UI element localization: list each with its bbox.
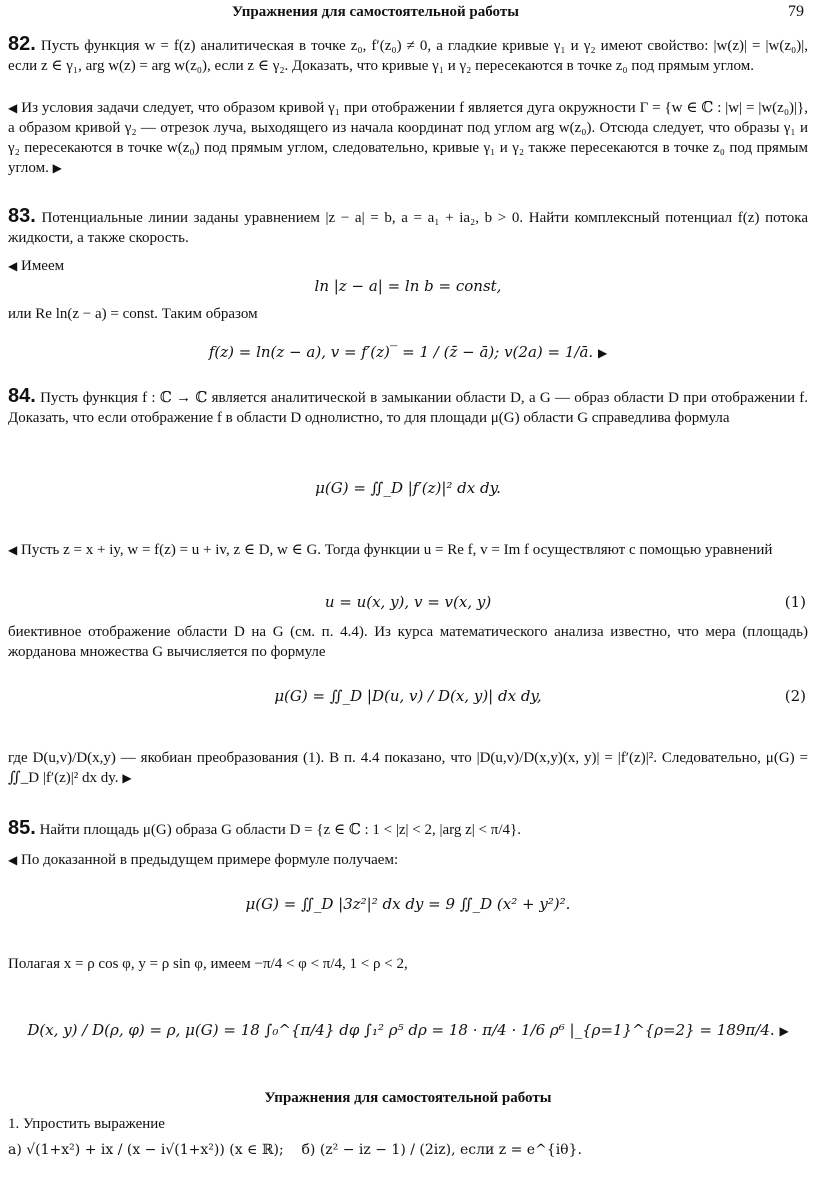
running-header-title: Упражнения для самостоятельной работы: [232, 4, 519, 20]
equation-number-1: (1): [784, 593, 806, 611]
problem-85-solution-1-text: По доказанной в предыдущем примере формуле получаем:: [20, 852, 399, 868]
solution-end-marker: ▶: [779, 1024, 789, 1038]
solution-start-marker: ◀: [8, 853, 18, 867]
problem-84-solution-2: биективное отображение области D на G (см. п. 4.4). Из курса математического анализа известно, что мера (площадь) жорданова множества G вычисляется по формуле: [8, 624, 808, 660]
problem-82-solution: [8, 98, 808, 178]
problem-84-solution-1: [8, 540, 808, 560]
problem-82-statement: [8, 34, 808, 76]
solution-start-marker: ◀: [8, 259, 18, 273]
solution-start-marker: ◀: [8, 101, 18, 115]
problem-82-number: 82.: [8, 33, 36, 55]
problem-84-solution-3: [8, 748, 808, 788]
problem-84-formula-2-text: u = u(x, y), v = v(x, y): [324, 593, 492, 611]
problem-85-formula-2: [0, 1020, 816, 1041]
problem-85-statement: [8, 818, 808, 840]
problem-84-solution-1-text: Пусть z = x + iy, w = f(z) = u + iv, z ∈ D, w ∈ G. Тогда функции u = Re f, v = Im f осуществляют с помощью уравнений: [20, 542, 773, 558]
problem-84-formula-1: μ(G) = ∬_D |f′(z)|² dx dy.: [315, 479, 501, 497]
problem-85-solution-1: [8, 850, 808, 870]
problem-83-intro-text: Имеем: [20, 258, 65, 274]
problem-84-formula-3: [0, 686, 816, 706]
exercise-1-part-b: б) (z² − iz − 1) / (2iz), если z = e^{iθ}.: [301, 1142, 582, 1158]
solution-start-marker: ◀: [8, 543, 18, 557]
problem-82-text: Пусть функция w = f(z) аналитическая в точке z₀, f′(z₀) ≠ 0, а гладкие кривые γ₁ и γ₂ имеют свойство: |w(z)| = |w(z₀)|, если z ∈ γ₁, arg w(z) = arg w(z₀), если z ∈ γ₂. Доказать, что кривые γ₁ и γ₂ пересекаются в точке z₀ под прямым углом.: [8, 38, 808, 74]
problem-83-number: 83.: [8, 205, 36, 227]
equation-number-2: (2): [784, 687, 806, 705]
problem-84-statement: [8, 386, 808, 428]
problem-82-solution-text: Из условия задачи следует, что образом кривой γ₁ при отображении f является дуга окружности Γ = {w ∈ ℂ : |w| = |w(z₀)|}, а образом кривой γ₂ — отрезок луча, выходящего из начала координат под углом arg w(z₀). Отсюда следует, что образы γ₁ и γ₂ пересекаются в точке w(z₀) под прямым углом, следовательно, кривые γ₁ и γ₂ также пересекаются в точке z₀ под прямым углом.: [8, 100, 809, 176]
problem-85-number: 85.: [8, 817, 36, 839]
solution-end-marker: ▶: [597, 346, 608, 360]
page-number: 79: [788, 3, 804, 20]
problem-83-solution-intro: [8, 256, 808, 276]
problem-85-text: Найти площадь μ(G) образа G области D = {z ∈ ℂ : 1 < |z| < 2, |arg z| < π/4}.: [39, 822, 521, 838]
problem-84-formula-3-text: μ(G) = ∬_D |D(u, v) / D(x, y)| dx dy,: [274, 687, 542, 705]
problem-85-formula-2-text: D(x, y) / D(ρ, φ) = ρ, μ(G) = 18 ∫₀^{π/4} dφ ∫₁² ρ⁵ dρ = 18 · π/4 · 1/6 ρ⁶ |_{ρ=1}^{ρ=2} = 189π/4.: [27, 1021, 775, 1039]
problem-83-text-1: или Re ln(z − a) = const. Таким образом: [8, 306, 258, 322]
problem-85-formula-1: μ(G) = ∬_D |3z²|² dx dy = 9 ∬_D (x² + y²)².: [245, 895, 571, 913]
problem-85-text-1: Полагая x = ρ cos φ, y = ρ sin φ, имеем −π/4 < φ < π/4, 1 < ρ < 2,: [8, 956, 408, 972]
solution-end-marker: ▶: [52, 161, 62, 175]
problem-84-number: 84.: [8, 385, 36, 407]
problem-84-formula-2: [0, 592, 816, 612]
problem-83-formula-1: ln |z − a| = ln b = const,: [314, 277, 502, 295]
problem-83-text: Потенциальные линии заданы уравнением |z − a| = b, a = a₁ + ia₂, b > 0. Найти комплексный потенциал f(z) потока жидкости, а также скорость.: [8, 210, 808, 246]
exercises-section-title: Упражнения для самостоятельной работы: [264, 1090, 552, 1106]
running-header: [0, 0, 816, 22]
exercise-1-part-a: а) √(1+x²) + ix / (x − i√(1+x²)) (x ∈ ℝ);: [8, 1142, 284, 1158]
solution-end-marker: ▶: [122, 771, 132, 785]
problem-84-solution-3-text: где D(u,v)/D(x,y) — якобиан преобразования (1). В п. 4.4 показано, что |D(u,v)/D(x,y)(x, y)| = |f′(z)|². Следовательно, μ(G) = ∬_D |f′(z)|² dx dy.: [8, 750, 808, 786]
exercise-1-label: 1. Упростить выражение: [8, 1116, 165, 1132]
problem-83-formula-2-text: f(z) = ln(z − a), v = f′(z)‾ = 1 / (z̄ − ā); v(2a) = 1/ā.: [208, 343, 594, 361]
exercise-1-parts: [8, 1140, 808, 1160]
problem-83-formula-2: [0, 342, 816, 363]
problem-83-statement: [8, 206, 808, 248]
problem-84-text: Пусть функция f : ℂ → ℂ является аналитической в замыкании области D, а G — образ области D при отображении f. Доказать, что если отображение f в области D однолистно, то для площади μ(G) области G справедлива формула: [8, 390, 808, 426]
